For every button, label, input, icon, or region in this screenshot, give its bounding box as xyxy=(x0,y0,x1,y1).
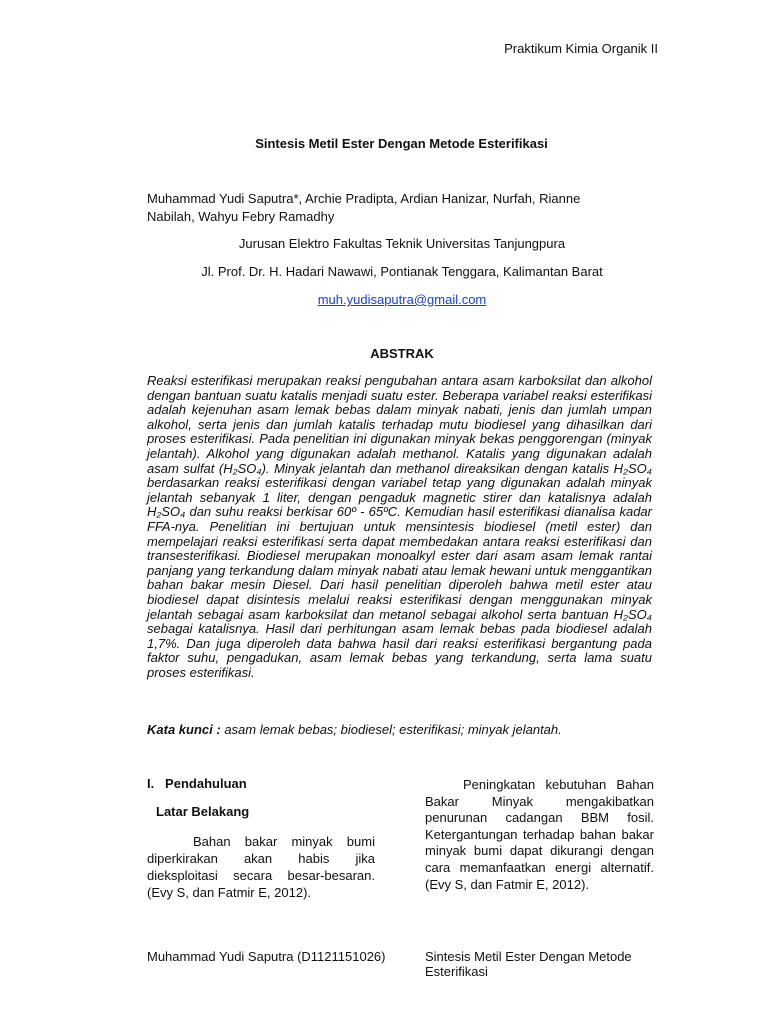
paper-title: Sintesis Metil Ester Dengan Metode Esterifikasi xyxy=(255,136,548,151)
footer-author: Muhammad Yudi Saputra (D1121151026) xyxy=(147,949,386,964)
running-header: Praktikum Kimia Organik II xyxy=(504,41,658,56)
right-paragraph-text: Peningkatan kebutuhan Bahan Bakar Minyak mengakibatkan penurunan cadangan BBM fosil. Ketergantungan terhadap bahan bakar minyak bumi dapat dikurangi dengan cara memanfaatkan energi alternatif. (Evy S, dan Fatmir E, 2012). xyxy=(425,777,654,892)
email-link[interactable]: muh.yudisaputra@gmail.com xyxy=(317,292,487,307)
section-heading: I. Pendahuluan xyxy=(147,776,247,791)
affiliation: Jurusan Elektro Fakultas Teknik Universitas Tanjungpura xyxy=(238,236,566,251)
keywords-label: Kata kunci : xyxy=(147,722,221,737)
left-paragraph-text: Bahan bakar minyak bumi diperkirakan akan habis jika dieksploitasi secara besar-besaran. (Evy S, dan Fatmir E, 2012). xyxy=(147,834,375,900)
keywords-text: asam lemak bebas; biodiesel; esterifikasi; minyak jelantah. xyxy=(224,722,562,737)
address: Jl. Prof. Dr. H. Hadari Nawawi, Pontianak Tenggara, Kalimantan Barat xyxy=(201,264,603,279)
keywords xyxy=(147,722,652,737)
right-column xyxy=(425,777,654,893)
author-list: Muhammad Yudi Saputra*, Archie Pradipta, Ardian Hanizar, Nurfah, Rianne Nabilah, Wahyu Febry Ramadhy xyxy=(147,191,581,224)
footer-title: Sintesis Metil Ester Dengan Metode Esterifikasi xyxy=(425,949,632,979)
email-line xyxy=(147,292,657,307)
subsection-heading: Latar Belakang xyxy=(156,804,250,819)
left-paragraph xyxy=(147,833,375,901)
left-column xyxy=(147,776,375,901)
abstract-heading: ABSTRAK xyxy=(370,346,434,361)
abstract-text: Reaksi esterifikasi merupakan reaksi pengubahan antara asam karboksilat dan alkohol dengan bantuan suatu katalis menjadi suatu ester. Beberapa variabel reaksi esterifikasi adalah kejenuhan asam lemak bebas dalam minyak nabati, jenis dan jumlah umpan alkohol, serta jenis dan jumlah katalis terhadap mutu biodiesel yang dihasilkan dari proses esterifikasi. Pada penelitian ini digunakan minyak bekas penggorengan (minyak jelantah). Alkohol yang digunakan adalah methanol. Katalis yang digunakan adalah asam sulfat (H₂SO₄). Minyak jelantah dan methanol direaksikan dengan katalis H₂SO₄ berdasarkan reaksi esterifikasi dengan variabel tetap yang digunakan adalah minyak jelantah sebanyak 1 liter, dengan pengaduk magnetic stirer dan katalisnya adalah H₂SO₄ dan suhu reaksi berkisar 60º - 65ºC. Kemudian hasil esterifikasi dianalisa kadar FFA-nya. Penelitian ini bertujuan untuk mensintesis biodiesel (metil ester) dan mempelajari reaksi esterifikasi serta dapat membedakan antara reaksi esterifikasi dan transesterifikasi. Biodiesel merupakan monoalkyl ester dari asam asam lemak rantai panjang yang terkandung dalam minyak nabati atau lemak hewani untuk menggantikan bahan bakar mesin Diesel. Dari hasil penelitian diperoleh bahwa metil ester atau biodiesel dapat disintesis melalui reaksi esterifikasi dengan menggunakan minyak jelantah sebagai asam karboksilat dan metanol sebagai alkohol serta bantuan H₂SO₄ sebagai katalisnya. Hasil dari perhitungan asam lemak bebas pada biodiesel adalah 1,7%. Dan juga diperoleh data bahwa hasil dari reaksi esterifikasi bergantung pada faktor suhu, pengadukan, asam lemak bebas yang terkandung, serta lama suatu proses esterifikasi. xyxy=(147,373,652,680)
